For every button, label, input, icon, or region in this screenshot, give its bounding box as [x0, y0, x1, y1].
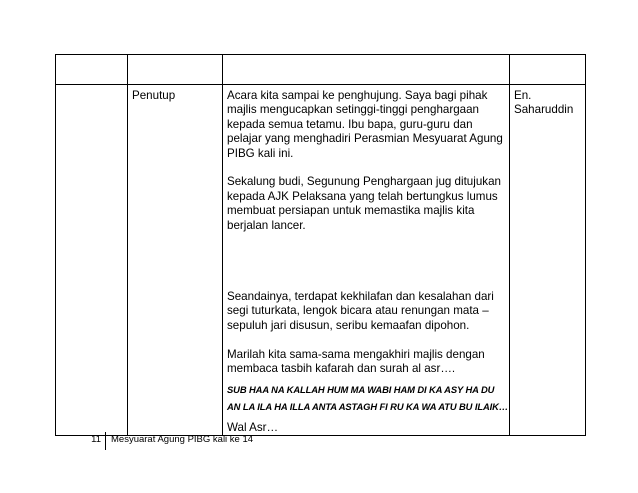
- script-paragraph-4: Marilah kita sama-sama mengakhiri majlis dengan membaca tasbih kafarah dan surah al asr….: [227, 347, 485, 376]
- cell-script: [223, 85, 510, 436]
- tasbih-kafarah-text: SUB HAA NA KALLAH HUM MA WABI HAM DI KA ASY HA DU AN LA ILA HA ILLA ANTA ASTAGH FI RU KA WA ATU BU ILAIK…: [227, 384, 509, 412]
- table-row-penutup: [56, 85, 586, 436]
- cell-empty-3: [223, 55, 510, 85]
- cell-speaker: [510, 85, 586, 436]
- script-paragraph-1: Acara kita sampai ke penghujung. Saya bagi pihak majlis mengucapkan setinggi-tinggi penghargaan kepada semua tetamu. Ibu bapa, guru-guru dan pelajar yang menghadiri Perasmian Mesyuarat Agung PIBG kali ini.: [227, 89, 503, 160]
- closing-text: Wal Asr…: [227, 420, 279, 434]
- table-row-empty: [56, 55, 586, 85]
- page-number: 11: [91, 434, 101, 445]
- cell-empty-4: [510, 55, 586, 85]
- cell-empty-2: [128, 55, 223, 85]
- script-paragraph-2: Sekalung budi, Segunung Penghargaan jug ditujukan kepada AJK Pelaksana yang telah bertungkus lumus membuat persiapan untuk memastika majlis kita berjalan lancer.: [227, 175, 501, 232]
- event-name: Penutup: [132, 89, 176, 102]
- page-footer: [55, 432, 630, 447]
- speaker-title: En.: [514, 89, 532, 102]
- cell-empty-1: [56, 55, 128, 85]
- programme-table: [55, 54, 586, 436]
- footer-title: Mesyuarat Agung PIBG kali ke 14: [111, 434, 254, 445]
- cell-event: [128, 85, 223, 436]
- script-text: [223, 85, 509, 435]
- footer-divider: [105, 432, 106, 450]
- script-paragraph-3: Seandainya, terdapat kekhilafan dan kesalahan dari segi tuturkata, lengok bicara atau renungan mata – sepuluh jari disusun, seribu kemaafan dipohon.: [227, 290, 494, 332]
- speaker-name: [510, 85, 585, 118]
- speaker-surname: Saharuddin: [514, 103, 574, 117]
- cell-blank: [56, 85, 128, 436]
